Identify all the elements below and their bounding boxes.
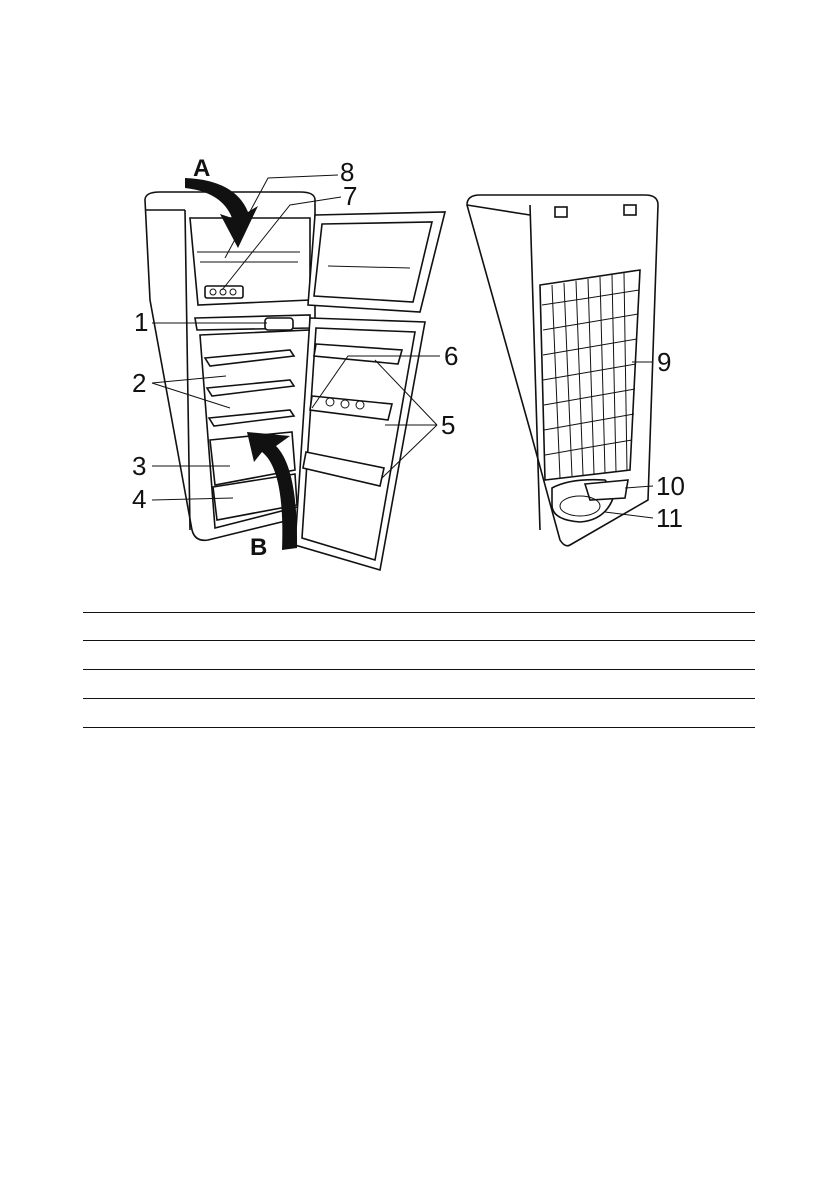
callout-8: 8 (340, 157, 355, 187)
callout-11: 11 (656, 503, 683, 533)
table-rule (83, 727, 755, 728)
callout-1: 1 (134, 307, 149, 337)
callout-9: 9 (657, 347, 672, 377)
table-rule (83, 640, 755, 641)
thermostat-control (265, 318, 293, 330)
table-rule (83, 612, 755, 613)
freezer-door (308, 212, 445, 312)
callout-6: 6 (444, 341, 459, 371)
callout-10: 10 (656, 471, 685, 501)
table-rule (83, 698, 755, 699)
callout-2: 2 (132, 368, 147, 398)
table-rule (83, 669, 755, 670)
callout-4: 4 (132, 484, 147, 514)
callout-3: 3 (132, 451, 147, 481)
arrow-b-label: B (250, 534, 268, 561)
condenser-coil (540, 270, 640, 480)
arrow-a-label: A (193, 155, 211, 182)
callout-5: 5 (441, 410, 456, 440)
callout-7: 7 (343, 181, 358, 211)
